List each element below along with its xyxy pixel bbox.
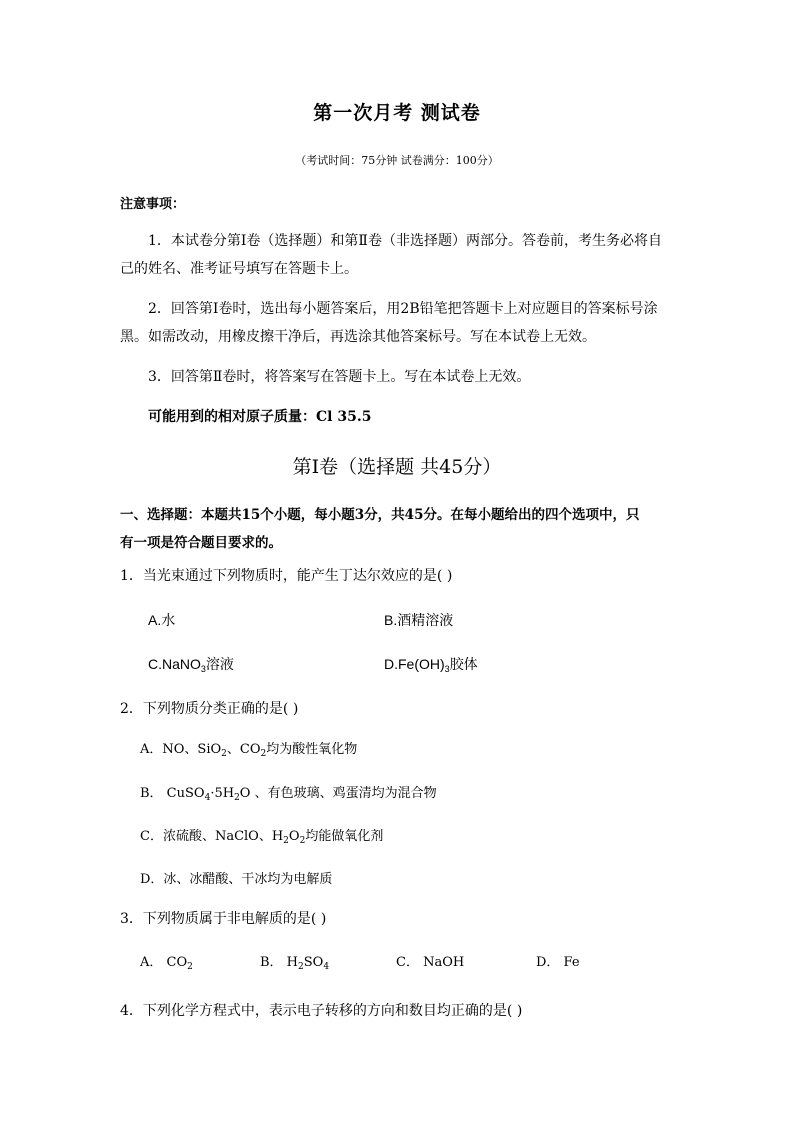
option-text: O xyxy=(288,829,300,844)
option-text: B． CuSO xyxy=(140,786,205,801)
note-item-3: 3．回答第Ⅱ卷时，将答案写在答题卡上。写在本试卷上无效。 xyxy=(148,369,531,385)
notes-heading: 注意事项： xyxy=(120,197,186,212)
option-text: A． CO xyxy=(140,955,188,970)
section-intro-line-2: 有一项是符合题目要求的。 xyxy=(120,535,282,551)
subscript: 3 xyxy=(444,664,450,674)
option-text: C.NaNO xyxy=(148,656,201,672)
question-2-option-c xyxy=(140,825,383,844)
question-1-option-a: A.水 xyxy=(148,612,176,628)
option-text: SO xyxy=(303,955,324,970)
question-2-option-b xyxy=(140,782,437,801)
question-1-stem: 1．当光束通过下列物质时，能产生丁达尔效应的是( ) xyxy=(120,568,453,584)
question-3-stem: 3．下列物质属于非电解质的是( ) xyxy=(120,911,327,927)
subscript: 2 xyxy=(298,962,304,972)
exam-info: （考试时间：75分钟 试卷满分：100分） xyxy=(295,154,499,167)
atomic-mass-note: 可能用到的相对原子质量：Cl 35.5 xyxy=(148,409,372,425)
question-3-option-b xyxy=(260,951,329,970)
option-text: 、CO xyxy=(226,742,261,757)
option-text: 溶液 xyxy=(205,656,234,672)
subscript: 2 xyxy=(260,749,267,759)
subscript: 2 xyxy=(283,836,289,846)
option-text: C．浓硫酸、NaClO、H xyxy=(140,829,284,844)
option-text: 均为酸性氧化物 xyxy=(266,742,358,757)
question-4-stem: 4．下列化学方程式中，表示电子转移的方向和数目均正确的是( ) xyxy=(120,1003,523,1019)
note-item-2-line-1: 2．回答第Ⅰ卷时，选出每小题答案后，用2B铅笔把答题卡上对应题目的答案标号涂 xyxy=(148,301,658,317)
page-title: 第一次月考 测试卷 xyxy=(313,102,481,124)
option-text: ·5H xyxy=(210,786,235,801)
question-1-option-c xyxy=(148,654,234,674)
option-text: 胶体 xyxy=(449,656,478,672)
question-1-option-d xyxy=(384,654,478,674)
section-intro-line-1: 一、选择题：本题共15个小题，每小题3分，共45分。在每小题给出的四个选项中，只 xyxy=(120,507,640,523)
question-3-option-c: C． NaOH xyxy=(396,955,465,970)
subscript: 2 xyxy=(299,836,306,846)
question-2-option-d: D．冰、冰醋酸、干冰均为电解质 xyxy=(140,872,333,887)
section-title: 第Ⅰ卷（选择题 共45分） xyxy=(292,456,502,478)
subscript: 2 xyxy=(234,793,240,803)
note-item-1-line-1: 1．本试卷分第Ⅰ卷（选择题）和第Ⅱ卷（非选择题）两部分。答卷前，考生务必将自 xyxy=(148,233,662,249)
subscript: 2 xyxy=(221,749,227,759)
subscript: 2 xyxy=(187,962,193,972)
question-2-option-a xyxy=(140,738,357,757)
question-3-option-a xyxy=(140,951,193,970)
question-2-stem: 2．下列物质分类正确的是( ) xyxy=(120,701,299,717)
option-text: B． H xyxy=(260,955,299,970)
note-item-2-line-2: 黑。如需改动，用橡皮擦干净后，再选涂其他答案标号。写在本试卷上无效。 xyxy=(120,329,596,345)
question-3-option-d: D． Fe xyxy=(536,955,580,970)
option-text: A．NO、SiO xyxy=(140,742,222,757)
subscript: 3 xyxy=(200,664,206,674)
option-text: 均能做氧化剂 xyxy=(305,829,384,844)
option-text: D.Fe(OH) xyxy=(384,656,445,672)
subscript: 4 xyxy=(204,793,211,803)
question-1-option-b: B.酒精溶液 xyxy=(384,612,454,628)
option-text: O 、有色玻璃、鸡蛋清均为混合物 xyxy=(239,786,437,801)
subscript: 4 xyxy=(323,962,330,972)
note-item-1-line-2: 己的姓名、准考证号填写在答题卡上。 xyxy=(120,261,358,277)
